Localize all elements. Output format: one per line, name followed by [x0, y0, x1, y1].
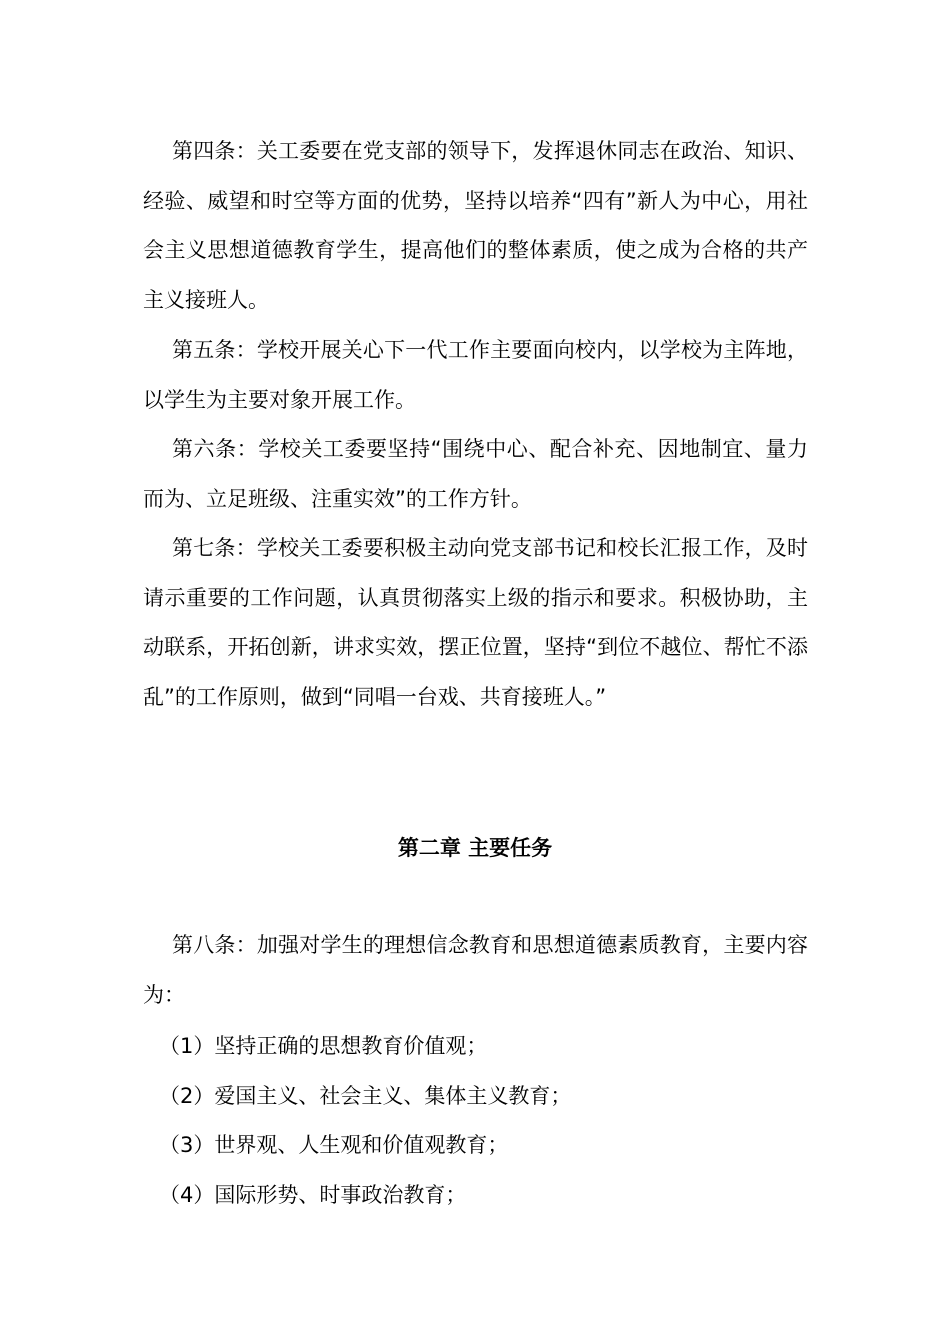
- list-item: （4）国际形势、时事政治教育；: [159, 1183, 467, 1207]
- list-item: （3）世界观、人生观和价值观教育；: [159, 1133, 509, 1157]
- chapter-heading: 第二章 主要任务: [397, 836, 553, 860]
- article-5: 第五条：学校开展关心下一代工作主要面向校内，以学校为主阵地，以学生为主要对象开展工作。: [143, 338, 808, 412]
- article-8: 第八条：加强对学生的理想信念教育和思想道德素质教育，主要内容为：: [143, 933, 808, 1007]
- article-6: 第六条：学校关工委要坚持“围绕中心、配合补充、因地制宜、量力而为、立足班级、注重实效”的工作方针。: [143, 437, 808, 511]
- article-4: 第四条：关工委要在党支部的领导下，发挥退休同志在政治、知识、经验、威望和时空等方面的优势，坚持以培养“四有”新人为中心，用社会主义思想道德教育学生，提高他们的整体素质，使之成为合格的共产主义接班人。: [143, 139, 808, 312]
- article-7: 第七条：学校关工委要积极主动向党支部书记和校长汇报工作，及时请示重要的工作问题，认真贯彻落实上级的指示和要求。积极协助，主动联系，开拓创新，讲求实效，摆正位置，坚持“到位不越位、帮忙不添乱”的工作原则，做到“同唱一台戏、共育接班人。”: [143, 536, 808, 709]
- list-item: （2）爱国主义、社会主义、集体主义教育；: [159, 1084, 572, 1108]
- list-item: （1）坚持正确的思想教育价值观；: [159, 1034, 488, 1058]
